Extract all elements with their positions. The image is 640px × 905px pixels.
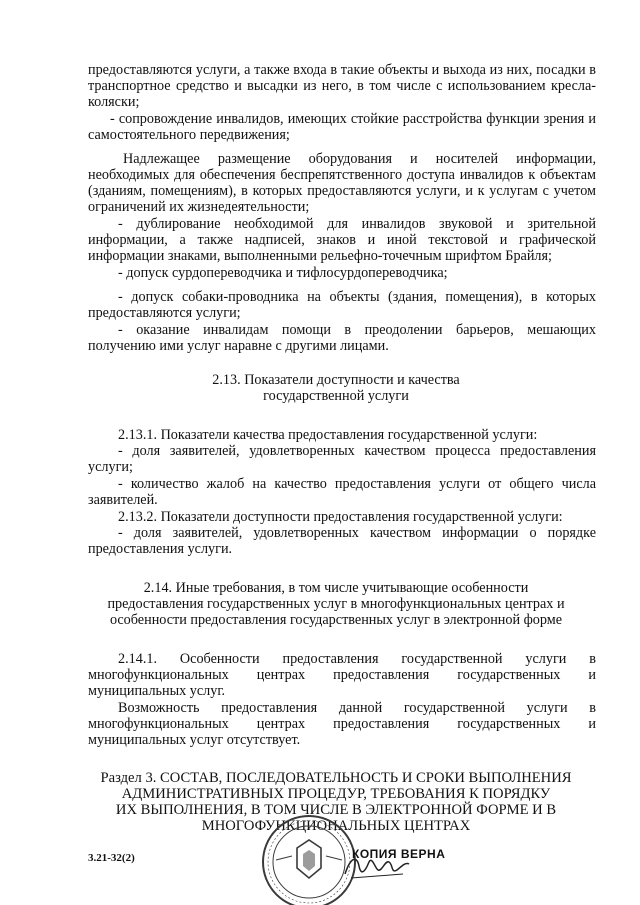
paragraph-2-13-1: 2.13.1. Показатели качества предоставления государственной услуги: [118,427,538,443]
paragraph-2-14-1: 2.14.1. Особенности предоставления государственной услуги в многофункциональных центрах предоставления государственных и муниципальных услуг. [88,651,596,699]
document-code: 3.21-32(2) [88,852,135,864]
paragraph-complaints: - количество жалоб на качество предоставления услуги от общего числа заявителей. [88,476,596,508]
paragraph-info-share: - доля заявителей, удовлетворенных качеством информации о порядке предоставления услуги. [88,525,596,557]
paragraph-quality-share: - доля заявителей, удовлетворенных качеством процесса предоставления услуги; [88,443,596,475]
section-3-title-line2: АДМИНИСТРАТИВНЫХ ПРОЦЕДУР, ТРЕБОВАНИЯ К ПОРЯДКУ [121,786,551,802]
paragraph-interpreter: - допуск сурдопереводчика и тифлосурдопереводчика; [118,265,448,281]
paragraph-equipment: Надлежащее размещение оборудования и носителей информации, необходимых для обеспечения беспрепятственного доступа инвалидов к объектам (зданиям, помещениям), в которых предоставляются услуги, и к услугам с учетом ограничений их жизнедеятельности; [88,151,596,215]
paragraph-escort: - сопровождение инвалидов, имеющих стойкие расстройства функции зрения и самостоятельного передвижения; [88,111,596,143]
paragraph-barriers: - оказание инвалидам помощи в преодолении барьеров, мешающих получению ими услуг наравне с другими лицами. [88,322,596,354]
paragraph-guide-dog: - допуск собаки-проводника на объекты (здания, помещения), в которых предоставляются услуги; [88,289,596,321]
signature-icon [343,852,411,880]
heading-2-14-line3: особенности предоставления государственных услуг в электронной форме [109,612,563,628]
paragraph-braille: - дублирование необходимой для инвалидов звуковой и зрительной информации, а также надписей, знаков и иной текстовой и графической информации знаками, выполненными рельефно-точечным шрифтом Брайля; [88,216,596,264]
paragraph-2-13-2: 2.13.2. Показатели доступности предоставления государственной услуги: [118,509,563,525]
heading-2-14-line2: предоставления государственных услуг в многофункциональных центрах и [107,596,565,612]
heading-2-13-line2: государственной услуги [263,388,409,404]
copy-certified-stamp: КОПИЯ ВЕРНА [352,847,446,861]
paragraph-access-entry: предоставляются услуги, а также входа в такие объекты и выхода из них, посадки в транспортное средство и высадки из него, в том числе с использованием кресла-коляски; [88,62,596,110]
heading-2-14-line1: 2.14. Иные требования, в том числе учитывающие особенности [143,580,529,596]
paragraph-mfc-absent: Возможность предоставления данной государственной услуги в многофункциональных центрах предоставления государственных и муниципальных услуг отсутствует. [88,700,596,748]
section-3-title-line1: Раздел 3. СОСТАВ, ПОСЛЕДОВАТЕЛЬНОСТЬ И СРОКИ ВЫПОЛНЕНИЯ [100,770,572,786]
heading-2-13-line1: 2.13. Показатели доступности и качества [212,372,460,388]
section-3-title-line4: МНОГОФУНКЦИОНАЛЬНЫХ ЦЕНТРАХ [201,818,471,834]
section-3-title-line3: ИХ ВЫПОЛНЕНИЯ, В ТОМ ЧИСЛЕ В ЭЛЕКТРОННОЙ ФОРМЕ И В [115,802,557,818]
